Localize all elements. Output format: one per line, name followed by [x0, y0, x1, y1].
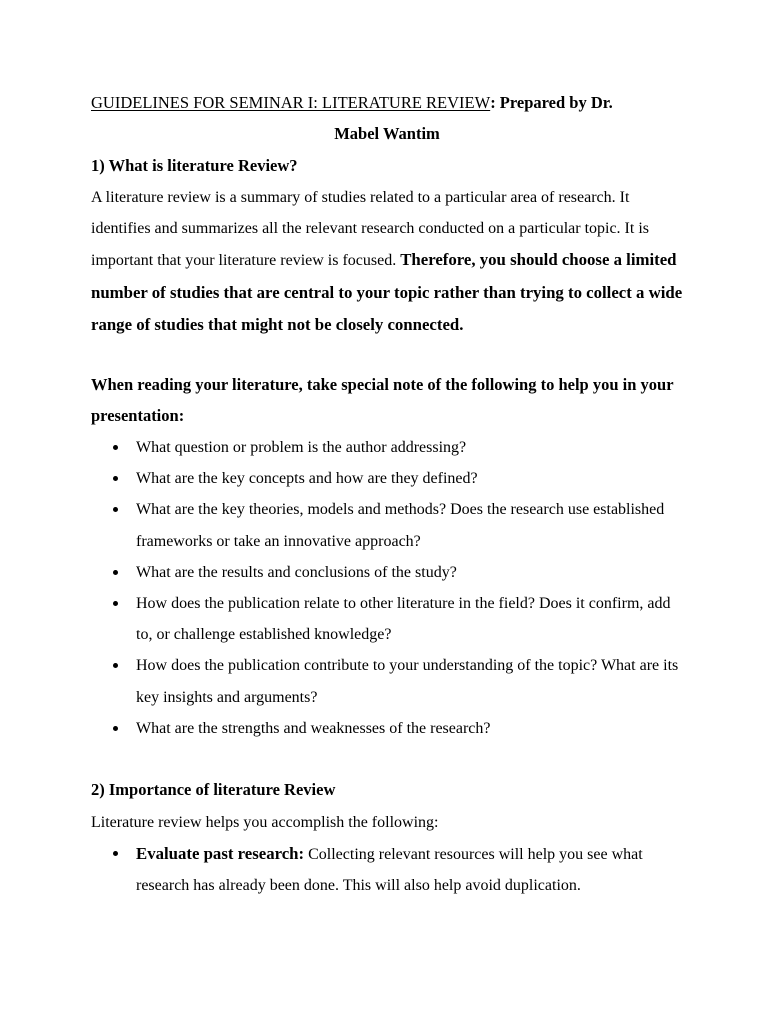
- list-item-text: What are the results and conclusions of the study?: [136, 563, 457, 581]
- document-title: [91, 91, 683, 115]
- section-2-intro: Literature review helps you accomplish the following:: [91, 814, 439, 831]
- bullet-icon: [113, 601, 118, 606]
- section-1-heading: 1) What is literature Review?: [91, 156, 298, 175]
- list-item: [91, 494, 683, 556]
- bullet-icon: [113, 476, 118, 481]
- section-2-heading-wrap: [91, 778, 683, 802]
- list-item-bold-label: Evaluate past research:: [136, 844, 305, 863]
- list-item: [91, 557, 683, 588]
- section-1-heading-wrap: [91, 154, 683, 178]
- bullet-icon: [113, 570, 118, 575]
- section-2-intro-wrap: [91, 807, 683, 838]
- bullet-icon: [113, 726, 118, 731]
- section-1-paragraph-normal: A literature review is a summary of studies related to a particular area of research. It identifies and summarizes all the relevant research conducted on a particular topic. It is important that your literature review is focused.: [91, 189, 649, 270]
- list-item-text: Collecting relevant resources will help you see what research has already been done. This will also help avoid duplication.: [136, 846, 643, 895]
- list-item-text: What question or problem is the author addressing?: [136, 439, 467, 456]
- list-item: [91, 713, 683, 744]
- bullet-icon: [113, 445, 118, 450]
- section-1-paragraph-bold: Therefore, you should choose a limited number of studies that are central to your topic rather than trying to collect a wide range of studies that might not be closely connected.: [91, 250, 683, 334]
- bullet-icon: [113, 663, 118, 668]
- section-1-paragraph: [91, 182, 683, 341]
- bullet-icon: [113, 507, 118, 512]
- section-2-bullet-list: [91, 838, 683, 901]
- list-item-text: What are the key concepts and how are they defined?: [136, 470, 478, 488]
- list-item-text: How does the publication contribute to your understanding of the topic? What are its key insights and arguments?: [136, 657, 679, 706]
- list-item-text: What are the strengths and weaknesses of the research?: [136, 719, 491, 737]
- bullet-icon: [113, 851, 118, 856]
- reading-note: When reading your literature, take special note of the following to help you in your presentation:: [91, 375, 674, 426]
- title-underlined-part: GUIDELINES FOR SEMINAR I: LITERATURE REVIEW: [91, 93, 491, 112]
- section-1-bullet-list: [91, 432, 683, 744]
- list-item-text: How does the publication relate to other literature in the field? Does it confirm, add to, or challenge established knowledge?: [136, 595, 671, 644]
- list-item-text: What are the key theories, models and methods? Does the research use established frameworks or take an innovative approach?: [136, 501, 665, 550]
- section-1-paragraph-wrap: [91, 182, 683, 341]
- list-item: [91, 432, 683, 463]
- author-name: Mabel Wantim: [334, 124, 440, 143]
- list-item: [91, 588, 683, 650]
- reading-note-wrap: [91, 369, 683, 431]
- list-item: [91, 463, 683, 494]
- title-prepared-by: : Prepared by Dr.: [490, 93, 613, 112]
- list-item: [91, 650, 683, 712]
- section-2-heading: 2) Importance of literature Review: [91, 780, 336, 799]
- list-item: [91, 838, 683, 901]
